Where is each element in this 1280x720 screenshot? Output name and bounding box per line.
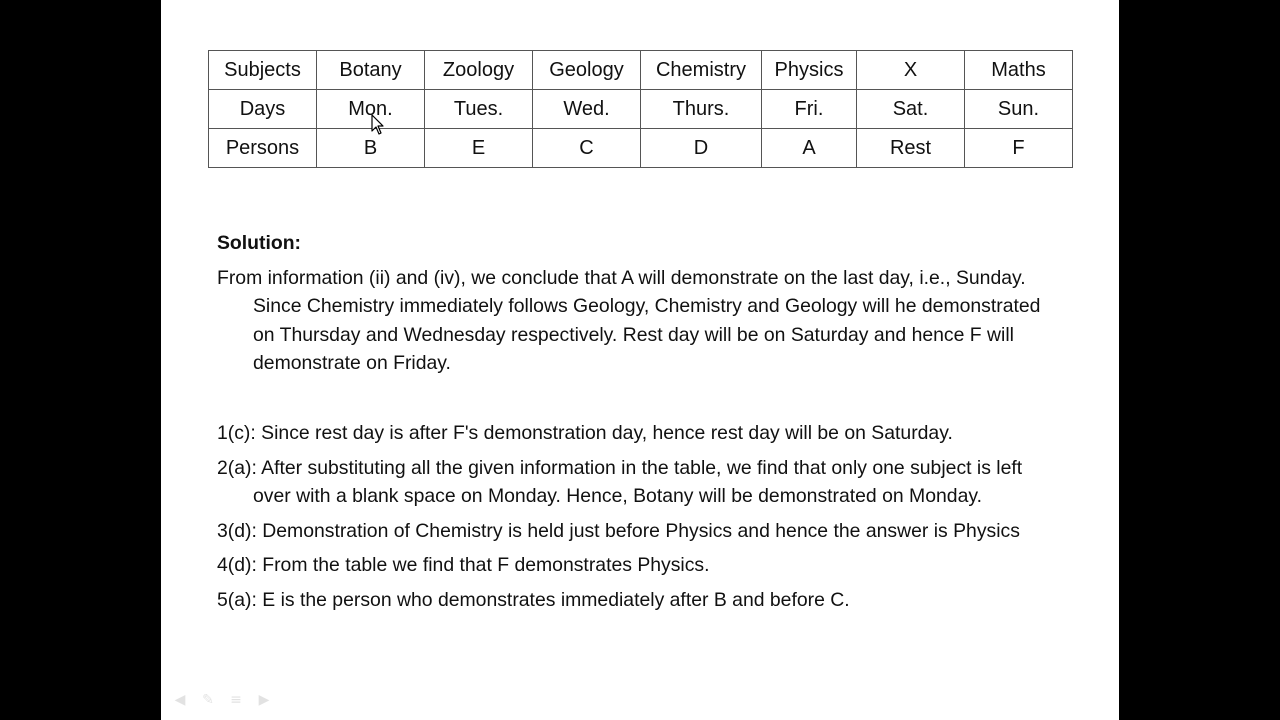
menu-icon[interactable]: ≡ [230,692,242,708]
answers-list [217,419,1057,614]
slide [161,0,1119,720]
solution-section [217,229,1057,378]
slide-nav-controls [171,692,273,708]
table-cell: X [857,51,965,90]
table-cell: Geology [533,51,641,90]
table-cell: Persons [209,129,317,168]
solution-title: Solution: [217,232,302,254]
table-row-persons [209,129,1073,168]
answer-item: 2(a): After substituting all the given information in the table, we find that only one subject is left over with a blank space on Monday. Hence, Botany will be demonstrated on Monday. [217,456,1023,507]
table-cell: Thurs. [641,90,762,129]
arrow-right-icon[interactable]: ▶ [258,692,270,708]
pen-icon[interactable]: ✎ [202,692,214,708]
table-cell: Mon. [317,90,425,129]
schedule-table [208,50,1073,168]
table-cell: Tues. [425,90,533,129]
table-cell: Sat. [857,90,965,129]
table-cell: F [965,129,1073,168]
mouse-cursor-icon [371,114,385,136]
answer-item: 1(c): Since rest day is after F's demonstration day, hence rest day will be on Saturday. [217,422,953,444]
table-cell: Zoology [425,51,533,90]
table-cell: D [641,129,762,168]
table-cell: Physics [762,51,857,90]
table-cell: A [762,129,857,168]
table-row-days [209,90,1073,129]
table-cell: E [425,129,533,168]
answer-item: 3(d): Demonstration of Chemistry is held just before Physics and hence the answer is Physics [217,519,1020,542]
table-cell: C [533,129,641,168]
arrow-left-icon[interactable]: ◀ [174,692,186,708]
table-cell: B [317,129,425,168]
solution-intro: From information (ii) and (iv), we conclude that A will demonstrate on the last day, i.e., Sunday. Since Chemistry immediately follows Geology, Chemistry and Geology will he demonstrated on Thursday and Wednesday respectively. Rest day will be on Saturday and hence F will demonstrate on Friday. [217,266,1041,374]
table-cell: Wed. [533,90,641,129]
answer-item: 4(d): From the table we find that F demonstrates Physics. [217,554,710,576]
table-row-subjects [209,51,1073,90]
table-cell: Maths [965,51,1073,90]
table-cell: Fri. [762,90,857,129]
table-cell: Sun. [965,90,1073,129]
answer-item: 5(a): E is the person who demonstrates immediately after B and before C. [217,588,850,611]
table-cell: Subjects [209,51,317,90]
table-cell: Botany [317,51,425,90]
table-cell: Chemistry [641,51,762,90]
table-cell: Rest [857,129,965,168]
table-cell: Days [209,90,317,129]
